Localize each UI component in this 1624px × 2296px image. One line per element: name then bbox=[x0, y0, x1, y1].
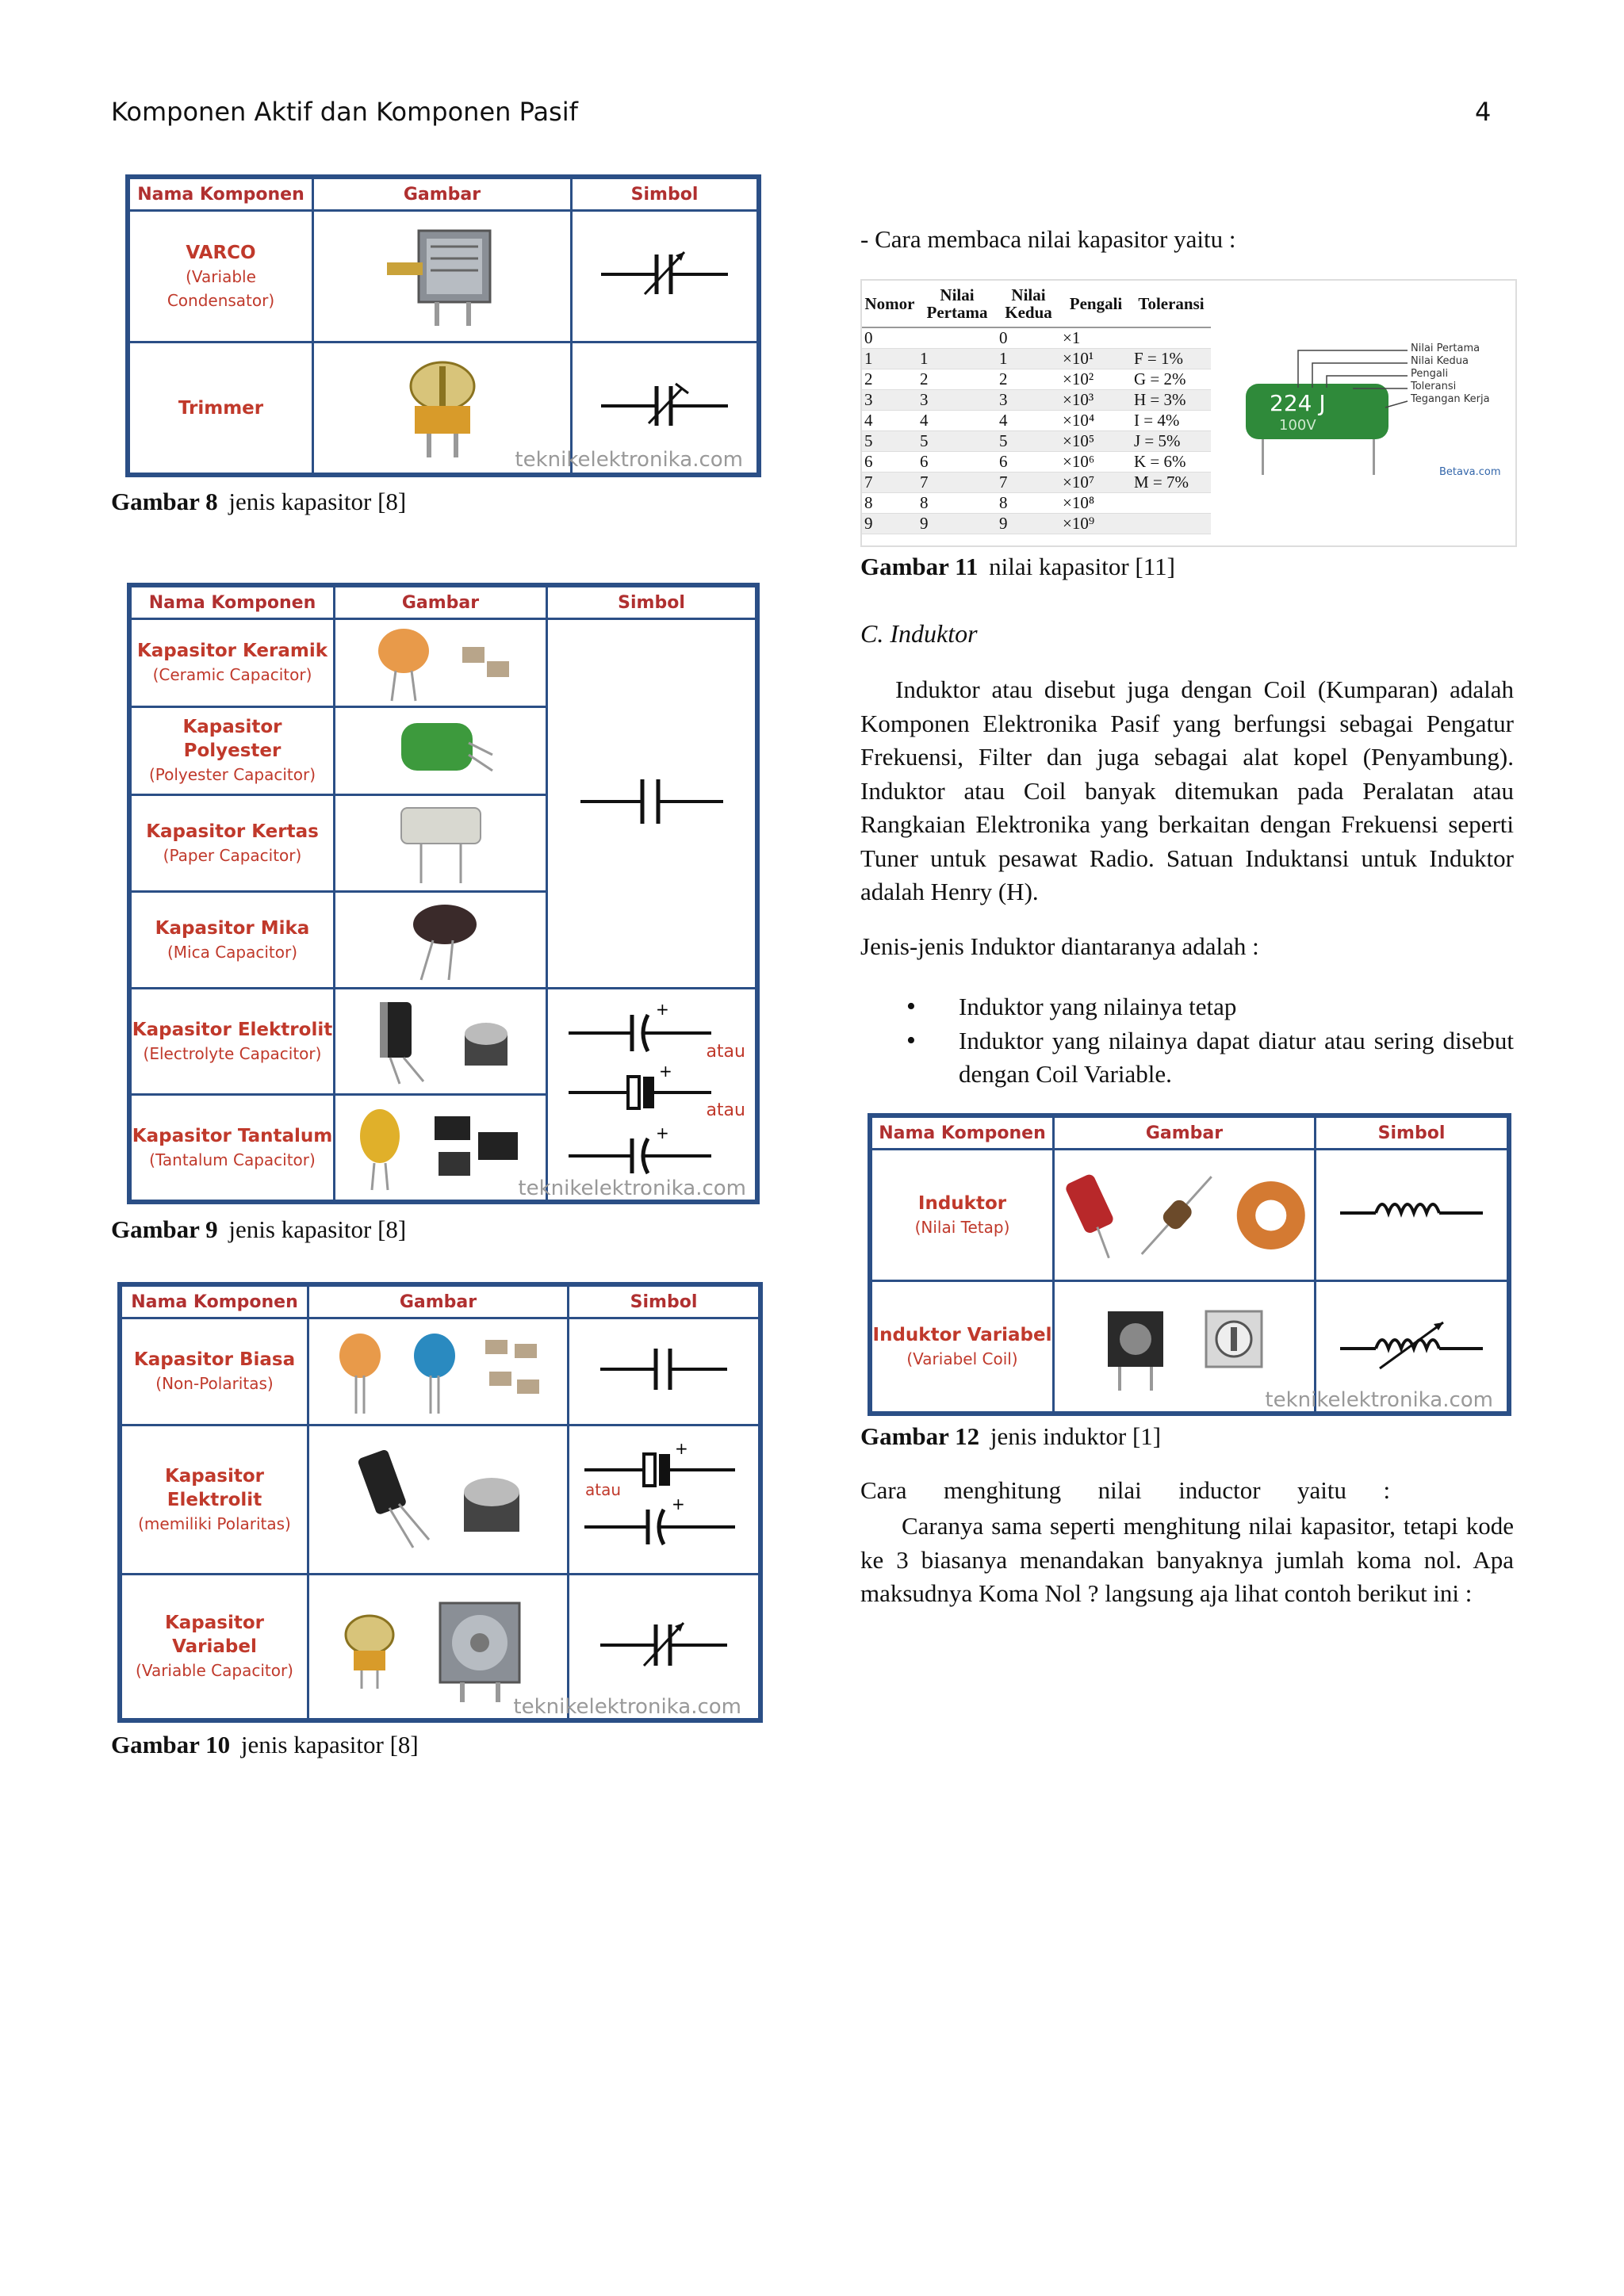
legend-item: Pengali bbox=[1411, 368, 1449, 380]
smd-electrolytic-image bbox=[458, 1010, 514, 1073]
component-name: Kapasitor Polyester (Polyester Capacitor) bbox=[148, 717, 316, 785]
svg-text:+: + bbox=[658, 1062, 672, 1081]
figure-11-image bbox=[860, 279, 1517, 547]
col-header-symbol: Simbol bbox=[1316, 1117, 1508, 1150]
ceramic-capacitor-image bbox=[332, 1328, 388, 1415]
variable-inductor-symbol-icon bbox=[1332, 1313, 1491, 1376]
figure-8-table bbox=[125, 174, 761, 477]
col-header-picture: Gambar bbox=[308, 1286, 569, 1318]
trimmer-image bbox=[338, 1603, 401, 1690]
trimmer-image bbox=[387, 346, 498, 465]
atau-label: atau bbox=[706, 1100, 745, 1121]
shielded-variable-inductor-image bbox=[1194, 1299, 1274, 1395]
variable-capacitor-image bbox=[371, 215, 514, 334]
figure-12-table bbox=[868, 1113, 1511, 1416]
polar-symbols bbox=[569, 1425, 760, 1575]
polyester-capacitor-image bbox=[385, 711, 496, 790]
table-row: 2 2 2 ×10² G = 2% bbox=[862, 369, 1211, 390]
nonpolar-symbol bbox=[569, 1318, 760, 1425]
variable-inductor-image bbox=[1096, 1299, 1175, 1395]
smd-tantalum-image bbox=[427, 1108, 530, 1188]
watermark: teknikelektronika.com bbox=[515, 448, 743, 472]
paper-capacitor-image bbox=[389, 800, 492, 887]
col-header-name: Nama Komponen bbox=[131, 587, 335, 619]
figure-12-caption: Gambar 12 jenis induktor [1] bbox=[860, 1422, 1162, 1450]
table-row: 7 7 7 ×10⁷ M = 7% bbox=[862, 473, 1211, 493]
component-name: Kapasitor Biasa (Non-Polaritas) bbox=[133, 1349, 296, 1393]
inductor-symbol bbox=[1316, 1150, 1508, 1281]
variable-capacitor-image bbox=[420, 1587, 539, 1706]
component-name: Kapasitor Elektrolit (Electrolyte Capacitor) bbox=[132, 1019, 333, 1063]
mica-capacitor-image bbox=[397, 897, 485, 984]
component-name: Kapasitor Keramik (Ceramic Capacitor) bbox=[136, 641, 328, 685]
varco-symbol bbox=[572, 211, 758, 342]
legend-item: Tegangan Kerja bbox=[1411, 393, 1490, 405]
capacitor-code-table bbox=[862, 281, 1211, 534]
atau-label: atau bbox=[706, 1042, 745, 1062]
list-item: • Induktor yang nilainya tetap bbox=[860, 990, 1514, 1024]
smd-capacitor-image bbox=[481, 1336, 545, 1407]
tantalum-capacitor-image bbox=[352, 1104, 408, 1192]
component-name: Kapasitor Tantalum (Tantalum Capacitor) bbox=[132, 1125, 333, 1169]
table-row: 1 1 1 ×10¹ F = 1% bbox=[862, 349, 1211, 369]
col-header-number: Nomor bbox=[862, 281, 917, 327]
smd-capacitor-image bbox=[458, 639, 514, 687]
capacitor-voltage-label: 100V bbox=[1279, 417, 1316, 434]
inductor-symbol-icon bbox=[1332, 1189, 1491, 1237]
axial-inductor-image bbox=[1134, 1168, 1220, 1263]
col-header-name: Nama Komponen bbox=[121, 1286, 308, 1318]
capacitor-symbol-icon bbox=[565, 770, 739, 833]
table-row: 8 8 8 ×10⁸ bbox=[862, 493, 1211, 514]
cara-heading-line: Cara menghitung nilai inductor yaitu : bbox=[860, 1476, 1391, 1504]
intro-line: - Cara membaca nilai kapasitor yaitu : bbox=[860, 225, 1236, 253]
electrolytic-capacitor-image bbox=[368, 998, 439, 1085]
atau-label: atau bbox=[585, 1479, 622, 1499]
col-header-second-value: Nilai Kedua bbox=[997, 281, 1060, 327]
watermark: teknikelektronika.com bbox=[1265, 1388, 1493, 1412]
table-row: 3 3 3 ×10³ H = 3% bbox=[862, 390, 1211, 411]
blue-ceramic-capacitor-image bbox=[407, 1328, 462, 1415]
capacitor-lead bbox=[1373, 439, 1375, 475]
col-header-symbol: Simbol bbox=[569, 1286, 760, 1318]
polar-capacitor-symbols bbox=[547, 989, 756, 1201]
section-heading: C. Induktor bbox=[860, 619, 978, 648]
figure-10-caption: Gambar 10 jenis kapasitor [8] bbox=[111, 1731, 419, 1758]
svg-text:+: + bbox=[655, 1123, 669, 1143]
table-row: 0 0 ×1 bbox=[862, 327, 1211, 349]
smd-electrolytic-image bbox=[456, 1460, 527, 1540]
figure-11-caption: Gambar 11 nilai kapasitor [11] bbox=[860, 553, 1175, 580]
col-header-name: Nama Komponen bbox=[871, 1117, 1054, 1150]
figure-9-table bbox=[127, 583, 760, 1204]
col-header-picture: Gambar bbox=[313, 178, 572, 211]
inductor-paragraph: Induktor atau disebut juga dengan Coil (Kumparan) adalah Komponen Elektronika Pasif yang berfungsi sebagai Pengatur Frekuensi, Filter dan juga sebagai alat kopel (Penyambung). Induktor atau Coil banyak ditemukan pada Peralatan atau Rangkaian Elektronika yang berkaitan dengan Frekuensi seperti Tuner untuk pesawat Radio. Satuan Induktansi untuk Induktor adalah Henry (H). bbox=[860, 675, 1514, 905]
legend-item: Nilai Pertama bbox=[1411, 342, 1480, 354]
pointer-lines bbox=[1274, 344, 1409, 415]
electrolytic-capacitor-image bbox=[350, 1448, 437, 1552]
legend bbox=[1411, 342, 1490, 406]
table-row: 4 4 4 ×10⁴ I = 4% bbox=[862, 411, 1211, 431]
toroid-inductor-image bbox=[1228, 1172, 1314, 1259]
col-header-picture: Gambar bbox=[335, 587, 547, 619]
cara-paragraph: Caranya sama seperti menghitung nilai kapasitor, tetapi kode ke 3 biasanya menandakan banyaknya jumlah koma nol. Apa maksudnya Koma Nol ? langsung aja lihat contoh berikut ini : bbox=[860, 1512, 1514, 1607]
col-header-multiplier: Pengali bbox=[1060, 281, 1132, 327]
nonpolar-capacitor-symbol bbox=[547, 619, 756, 989]
component-name: Induktor (Nilai Tetap) bbox=[914, 1192, 1010, 1237]
component-name: Kapasitor Variabel (Variable Capacitor) bbox=[136, 1613, 293, 1681]
col-header-name: Nama Komponen bbox=[129, 178, 313, 211]
watermark: teknikelektronika.com bbox=[518, 1177, 746, 1200]
legend-item: Toleransi bbox=[1411, 381, 1457, 392]
watermark: teknikelektronika.com bbox=[513, 1695, 741, 1719]
col-header-symbol: Simbol bbox=[547, 587, 756, 619]
air-core-inductor-image bbox=[1055, 1168, 1124, 1263]
figure-9-caption: Gambar 9 jenis kapasitor [8] bbox=[111, 1215, 407, 1243]
col-header-tolerance: Toleransi bbox=[1132, 281, 1211, 327]
page-number: 4 bbox=[1475, 97, 1492, 127]
running-header: Komponen Aktif dan Komponen Pasif bbox=[111, 97, 578, 127]
variable-capacitor-symbol-icon bbox=[585, 243, 744, 306]
list-item: • Induktor yang nilainya dapat diatur atau sering disebut dengan Coil Variable. bbox=[860, 1024, 1514, 1092]
svg-text:+: + bbox=[655, 1000, 669, 1020]
inductor-types-intro: Jenis-jenis Induktor diantaranya adalah : bbox=[860, 932, 1259, 960]
col-header-picture: Gambar bbox=[1054, 1117, 1316, 1150]
legend-item: Nilai Kedua bbox=[1411, 355, 1469, 367]
trimmer-symbol-icon bbox=[585, 374, 744, 438]
inductor-types-list bbox=[860, 990, 1514, 1092]
table-row: 5 5 5 ×10⁵ J = 5% bbox=[862, 431, 1211, 452]
varco-photo bbox=[313, 211, 572, 342]
col-header-first-value: Nilai Pertama bbox=[917, 281, 997, 327]
capacitor-code-label: 224 J bbox=[1270, 390, 1326, 416]
figure-8-caption: Gambar 8 jenis kapasitor [8] bbox=[111, 488, 407, 515]
table-row: 6 6 6 ×10⁶ K = 6% bbox=[862, 452, 1211, 473]
component-name: Kapasitor Mika (Mica Capacitor) bbox=[155, 917, 310, 962]
col-header-symbol: Simbol bbox=[572, 178, 758, 211]
svg-text:+: + bbox=[675, 1439, 688, 1459]
variable-capacitor-symbol-icon bbox=[584, 1613, 743, 1677]
capacitor-symbol-icon bbox=[584, 1337, 743, 1401]
component-name: VARCO (Variable Condensator) bbox=[167, 242, 275, 310]
component-name: Trimmer bbox=[178, 397, 264, 419]
component-name: Kapasitor Elektrolit (memiliki Polaritas) bbox=[138, 1465, 291, 1533]
capacitor-lead bbox=[1262, 439, 1264, 475]
component-name: Induktor Variabel (Variabel Coil) bbox=[872, 1324, 1052, 1368]
ceramic-capacitor-image bbox=[368, 623, 439, 702]
table-row: 9 9 9 ×10⁹ bbox=[862, 514, 1211, 534]
svg-text:+: + bbox=[672, 1494, 685, 1514]
polarized-capacitor-symbols-icon bbox=[561, 997, 743, 1188]
component-name: Kapasitor Kertas (Paper Capacitor) bbox=[146, 821, 319, 865]
figure-10-table bbox=[117, 1282, 763, 1723]
image-credit: Betava.com bbox=[1439, 466, 1501, 478]
